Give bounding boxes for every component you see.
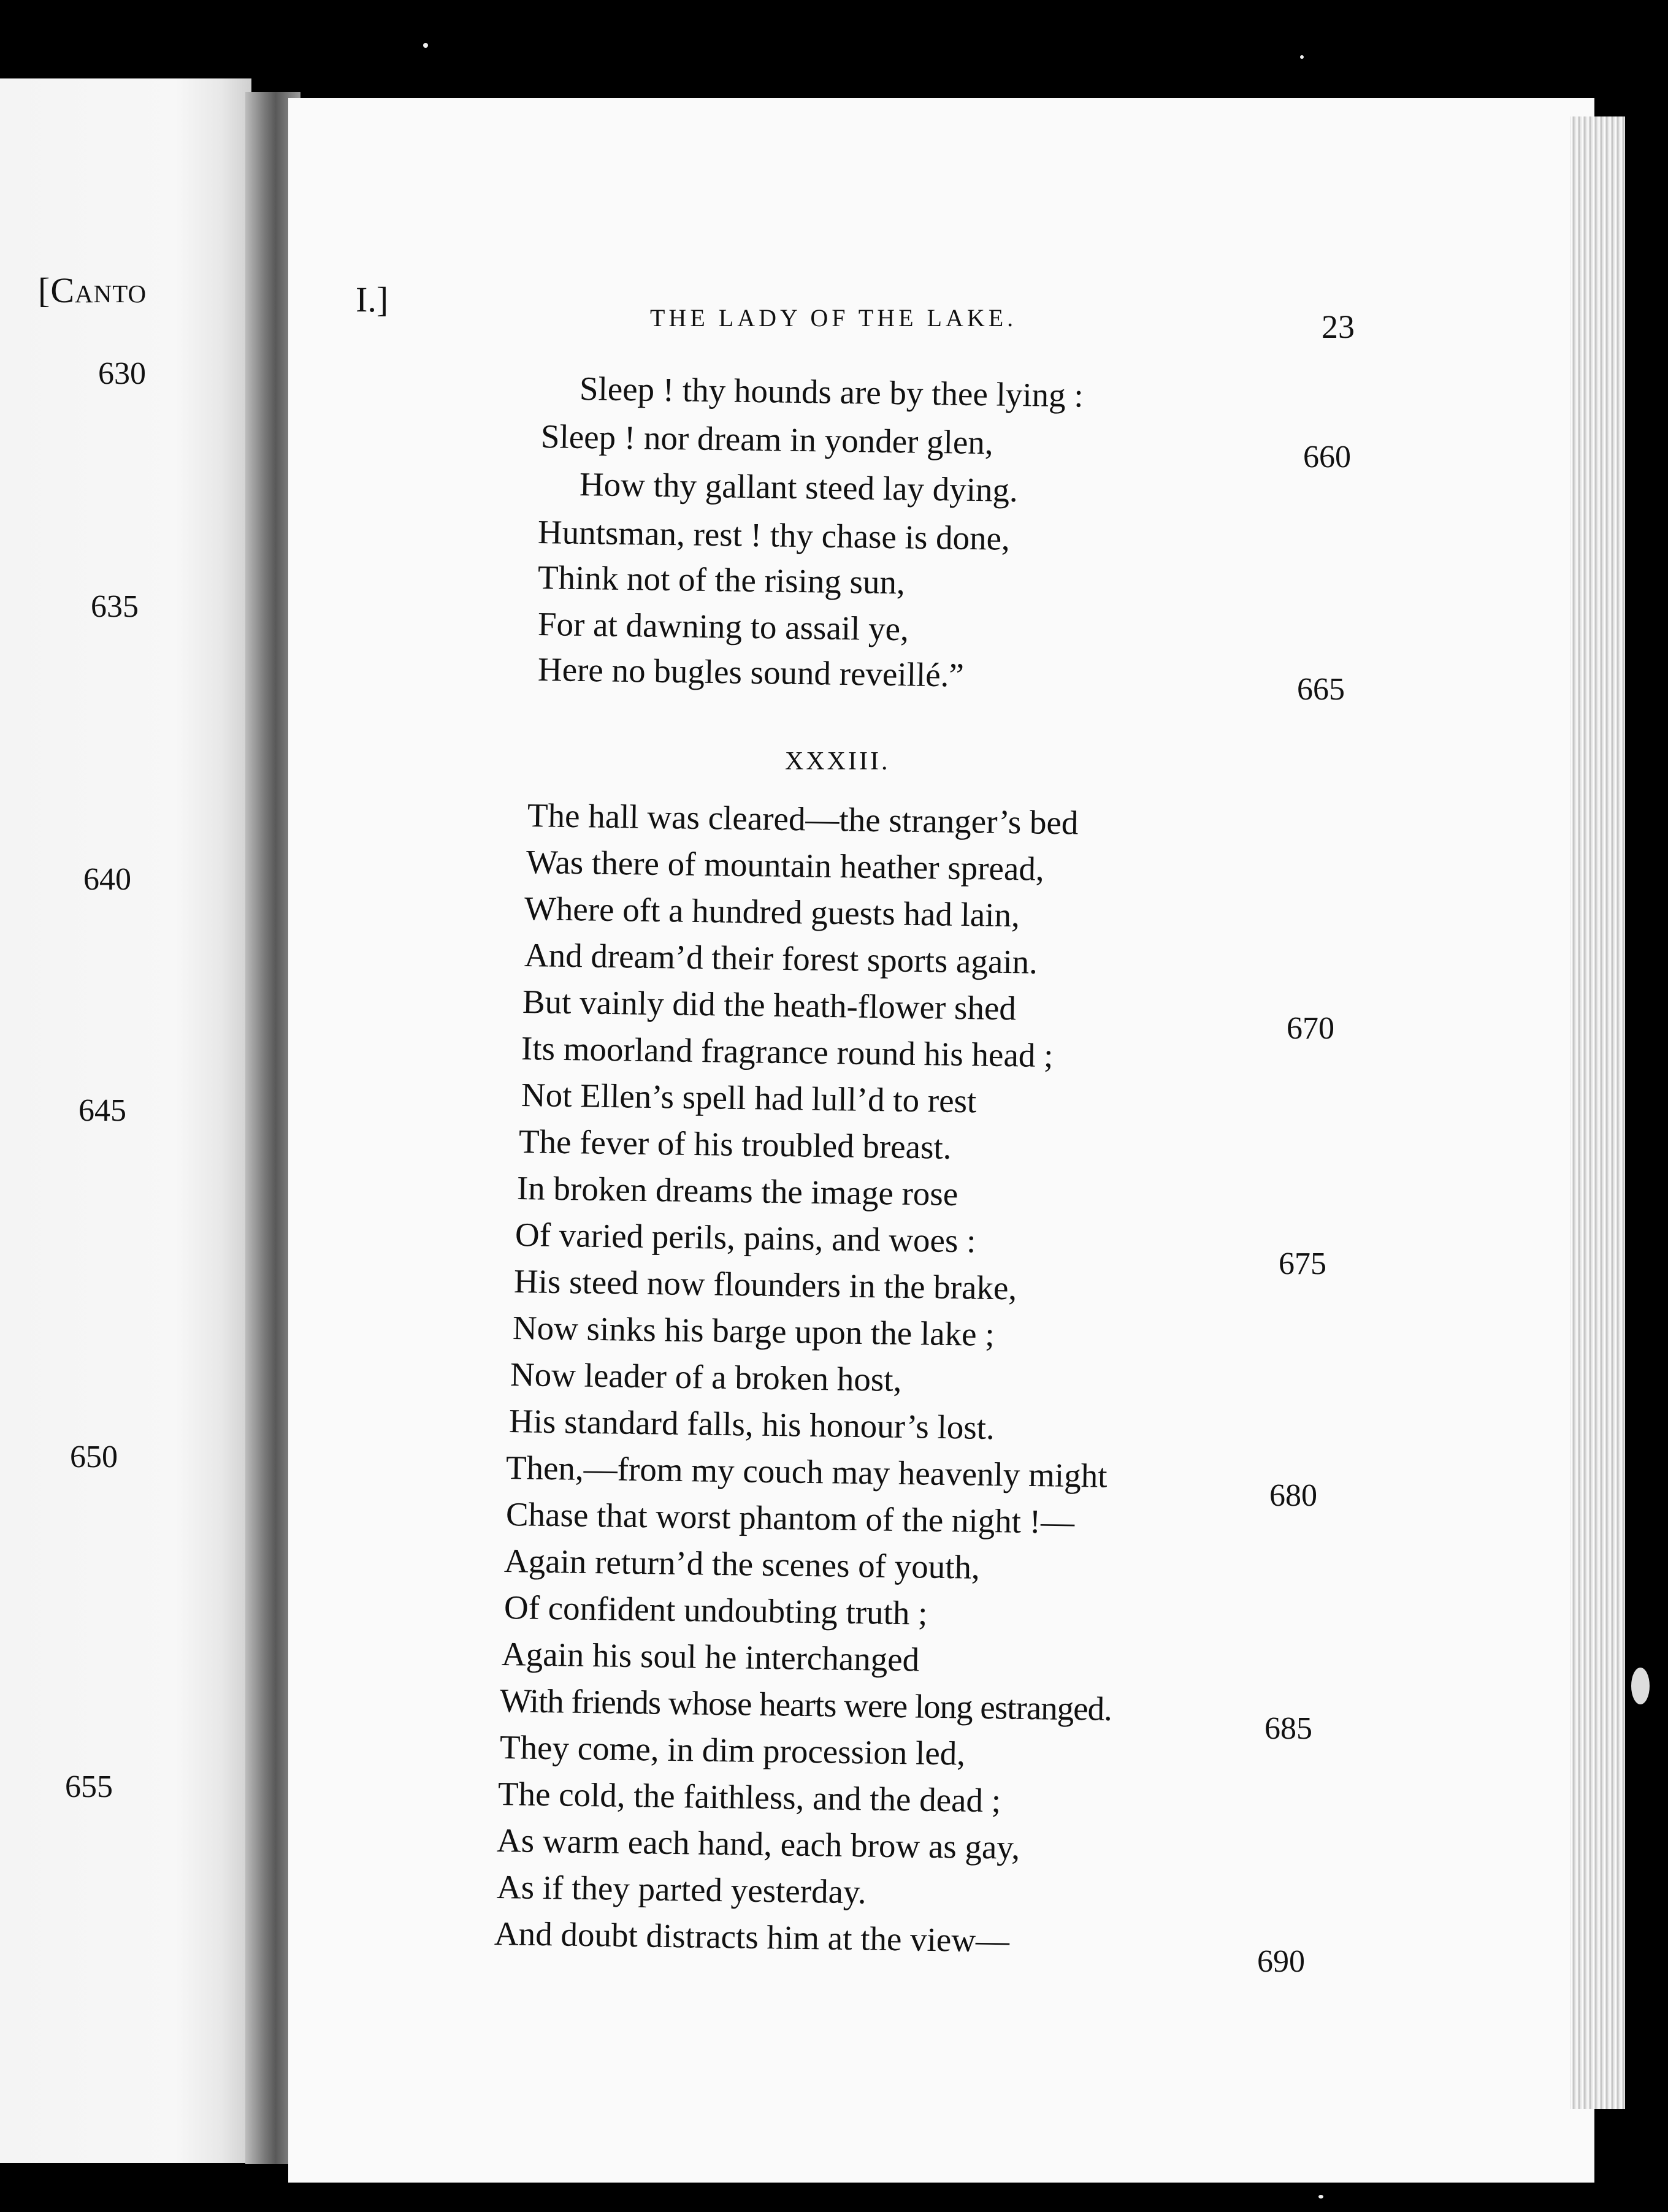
poem-line: Now leader of a broken host,: [510, 1356, 902, 1398]
previous-page-header: [Canto: [38, 270, 147, 310]
canto-number: I.]: [356, 280, 389, 319]
dust-speck: [1300, 55, 1304, 59]
poem-line: But vainly did the heath-flower shed: [522, 983, 1017, 1028]
poem-line: His standard falls, his honour’s lost.: [508, 1402, 995, 1447]
line-number: 680: [1269, 1478, 1317, 1513]
poem-line: Chase that worst phantom of the night !—: [505, 1495, 1075, 1541]
poem-line: Sleep ! thy hounds are by thee lying :: [579, 370, 1084, 414]
poem-line: They come, in dim procession led,: [499, 1728, 966, 1772]
poem-line: And dream’d their forest sports again.: [524, 936, 1038, 981]
line-number: 670: [1287, 1011, 1334, 1046]
poem-line: The hall was cleared—the stranger’s bed: [527, 796, 1079, 842]
poem-line: In broken dreams the image rose: [516, 1169, 958, 1213]
page-edges: [1570, 116, 1625, 2109]
poem-line: The cold, the faithless, and the dead ;: [497, 1775, 1001, 1820]
previous-line-number: 650: [70, 1440, 118, 1474]
previous-line-number: 655: [65, 1769, 113, 1804]
line-number: 660: [1303, 440, 1351, 475]
poem-line: The fever of his troubled breast.: [518, 1123, 952, 1166]
poem-line: Now sinks his barge upon the lake ;: [512, 1309, 995, 1353]
line-number: 665: [1297, 672, 1345, 707]
line-number: 675: [1279, 1246, 1326, 1281]
poem-line: His steed now flounders in the brake,: [513, 1262, 1017, 1307]
poem-line: Think not of the rising sun,: [537, 559, 906, 601]
poem-line: Its moorland fragrance round his head ;: [521, 1029, 1054, 1075]
poem-line: Was there of mountain heather spread,: [526, 843, 1045, 888]
poem-line: Where oft a hundred guests had lain,: [524, 890, 1020, 934]
previous-line-number: 635: [91, 589, 139, 624]
previous-line-number: 630: [98, 356, 146, 391]
page-number: 23: [1322, 308, 1355, 345]
poem-line: Of varied perils, pains, and woes :: [515, 1216, 976, 1260]
dust-speck: [1318, 2195, 1323, 2199]
stanza-number: XXXIII.: [785, 747, 890, 776]
line-number: 685: [1264, 1711, 1312, 1746]
line-number: 690: [1257, 1944, 1305, 1979]
dust-speck: [423, 43, 428, 48]
poem-line: Again his soul he interchanged: [501, 1635, 920, 1679]
poem-line: And doubt distracts him at the view—: [494, 1915, 1010, 1959]
poem-line: Again return’d the scenes of youth,: [503, 1542, 981, 1586]
poem-line: Huntsman, rest ! thy chase is done,: [537, 513, 1011, 557]
dust-speck: [1631, 1668, 1650, 1704]
poem-line: For at dawning to assail ye,: [537, 605, 909, 648]
poem-line: With friends whose hearts were long estranged.: [499, 1682, 1112, 1728]
previous-line-number: 645: [78, 1093, 126, 1128]
poem-line: Here no bugles sound reveillé.”: [537, 650, 965, 694]
poem-line: Sleep ! nor dream in yonder glen,: [540, 418, 994, 462]
poem-line: Of confident undoubting truth ;: [503, 1588, 928, 1632]
poem-line: Not Ellen’s spell had lull’d to rest: [521, 1076, 977, 1120]
poem-line: As if they parted yesterday.: [496, 1868, 867, 1911]
previous-line-number: 640: [83, 862, 131, 897]
poem-line: How thy gallant steed lay dying.: [579, 465, 1019, 509]
poem-line: As warm each hand, each brow as gay,: [496, 1821, 1020, 1866]
running-title: THE LADY OF THE LAKE.: [650, 304, 1017, 332]
poem-line: Then,—from my couch may heavenly might: [505, 1449, 1108, 1495]
